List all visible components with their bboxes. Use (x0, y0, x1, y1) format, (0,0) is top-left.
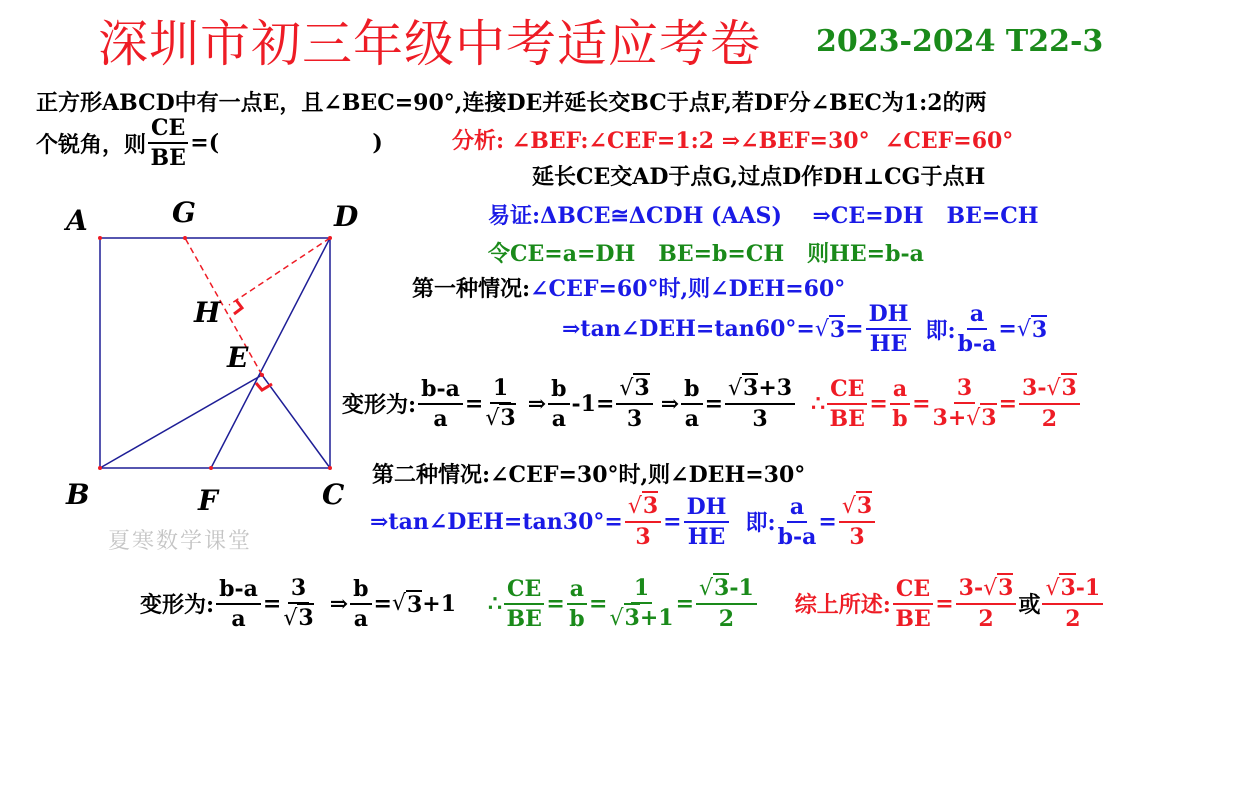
sqrt-icon: √ (699, 576, 714, 601)
frac-den: BE (895, 605, 931, 632)
frac-num: CE (827, 377, 867, 405)
segment-ce (262, 375, 330, 468)
b-over-a (350, 577, 371, 631)
sqrt-icon: √ (283, 606, 298, 632)
frac-num: CE (504, 577, 544, 605)
frac-den: b (892, 405, 908, 432)
frac-den: 2 (1041, 406, 1058, 433)
frac-den: a (231, 605, 246, 632)
therefore-symbol: ∴ (488, 590, 503, 617)
year-tag (816, 24, 1103, 59)
sqrt-value: 3 (1061, 375, 1077, 401)
ji-label: 即: (925, 317, 956, 344)
frac-num: a (890, 377, 910, 405)
implies: ⇒ (660, 390, 680, 417)
plus-one: +1 (422, 590, 457, 617)
a-over-b (890, 377, 910, 431)
frac-den: b-a (777, 523, 817, 550)
watermark: 夏寒数学课堂 (108, 529, 253, 554)
plus-one: +1 (639, 605, 674, 632)
geometry-figure (0, 190, 380, 520)
analysis-label: 分析: (452, 128, 505, 154)
one-over-sqrt3 (485, 376, 515, 431)
ce-over-be (504, 577, 544, 631)
ratio-den: BE (150, 145, 186, 172)
right-angle-h-icon (234, 300, 242, 314)
analysis-let: 令CE=a=DH BE=b=CH 则HE=b-a (488, 241, 924, 267)
sqrt-icon: √ (391, 591, 406, 617)
frac-num: b-a (418, 377, 463, 405)
case2-transform-line (140, 576, 1105, 631)
sqrt-value: 3 (743, 375, 759, 401)
ce-over-be (893, 577, 933, 631)
equals: = (998, 390, 1018, 417)
equals: = (589, 590, 608, 617)
frac-den: BE (506, 605, 542, 632)
frac-den: 2 (1065, 606, 1081, 633)
minus-one: -1 (729, 575, 754, 601)
frac-num: CE (893, 577, 933, 605)
label-e: E (227, 341, 249, 374)
equals: = (998, 316, 1017, 343)
frac-den (485, 404, 515, 431)
frac-num: b (350, 577, 371, 605)
frac-num: 3 (954, 376, 975, 404)
transform-label: 变形为: (342, 392, 417, 419)
ce-over-be (827, 377, 867, 431)
minus-one: -1 (1075, 575, 1101, 601)
frac-den: 3 (635, 524, 651, 551)
label-f: F (198, 484, 218, 517)
result1-fraction (1019, 376, 1080, 431)
frac-num (725, 376, 795, 405)
square-abcd (100, 238, 330, 468)
sqrt-value: 3 (624, 605, 640, 632)
one-over-sqrt3-plus1 (609, 576, 673, 631)
case1-heading-prefix: 第一种情况: (412, 276, 531, 302)
vertex-dot (209, 466, 213, 470)
sqrt-value: 3 (642, 493, 659, 519)
transform-label: 变形为: (140, 592, 215, 619)
vertex-dot (98, 466, 102, 470)
frac-den: 3 (849, 524, 865, 551)
implies: ⇒ (527, 390, 547, 417)
sqrt-icon: √ (609, 606, 624, 632)
summary-label: 综上所述: (794, 592, 891, 619)
sqrt-icon: √ (728, 376, 743, 401)
sqrt-icon: √ (814, 316, 829, 342)
a-over-b-minus-a (958, 302, 997, 356)
label-b: B (66, 478, 90, 511)
frac-den: 2 (718, 606, 735, 633)
sqrt-value: 3 (1031, 317, 1048, 344)
dh-he-fraction (684, 495, 730, 549)
sqrt-icon: √ (983, 576, 998, 601)
frac-den: HE (687, 523, 726, 550)
frac-den: 3 (752, 406, 768, 433)
case1-tan-prefix: ⇒tan∠DEH=tan60°= (562, 316, 815, 343)
equals: = (845, 316, 864, 343)
vertex-dot (183, 236, 187, 240)
label-c: C (322, 478, 345, 511)
sqrt3-over-3 (625, 494, 661, 549)
frac-den (609, 604, 673, 631)
case2-tan-line (370, 494, 877, 549)
sqrt-icon: √ (627, 494, 642, 519)
sqrt-value: 3 (406, 591, 423, 618)
frac-den (933, 404, 997, 431)
three-minus: 3- (958, 575, 984, 601)
vertex-dot (328, 236, 332, 240)
analysis-proof: 易证:ΔBCE≅ΔCDH (AAS) ⇒CE=DH BE=CH (488, 203, 1039, 229)
case1-heading-cond: ∠CEF=60°时,则∠DEH=60° (530, 276, 846, 302)
frac-num (1042, 576, 1103, 605)
frac-num: 3 (288, 576, 309, 604)
case1-transform-line (342, 376, 1082, 431)
problem-line-2 (36, 116, 383, 170)
frac-den: b (569, 605, 585, 632)
page-title: 深圳市初三年级中考适应考卷 (98, 15, 761, 73)
segment-dh-dashed (229, 238, 330, 305)
equals: = (546, 590, 565, 617)
sqrt-value: 3 (500, 405, 516, 432)
segment-be (100, 375, 262, 468)
frac-num: 1 (631, 576, 652, 604)
sqrt-value: 3 (1060, 575, 1076, 601)
sqrt-icon: √ (1016, 316, 1031, 342)
equals: = (869, 390, 888, 417)
frac-den: a (433, 405, 448, 432)
label-d: D (334, 200, 359, 233)
answer-blank: =( ) (190, 130, 383, 157)
ratio-num: CE (148, 116, 188, 144)
frac-num (956, 576, 1017, 605)
ratio-fraction (148, 116, 188, 170)
equals: = (818, 508, 837, 535)
right-angle-e-icon (256, 383, 272, 390)
frac-num: b (548, 377, 569, 405)
sqrt-icon: √ (619, 376, 634, 401)
implies: ⇒ (329, 590, 349, 617)
equals: = (935, 590, 954, 617)
minus-one: -1= (571, 390, 615, 417)
three-minus: 3- (1022, 375, 1047, 401)
vertex-dot (260, 373, 264, 377)
or-word: 或 (1018, 592, 1041, 619)
sqrt3-over-3 (839, 494, 875, 549)
a-over-b (567, 577, 587, 631)
summary-result1 (956, 576, 1017, 631)
equals: = (704, 390, 723, 417)
problem-line-1: 正方形ABCD中有一点E，且∠BEC=90°,连接DE并延长交BC于点F,若DF分∠BEC为1:2的两 (36, 90, 987, 116)
case1-heading (412, 272, 845, 303)
frac-den: a (684, 405, 699, 432)
three-plus: 3+ (932, 405, 967, 432)
frac-den: BE (829, 405, 865, 432)
frac-den: HE (869, 331, 908, 358)
frac-num: b (681, 377, 702, 405)
frac-den (283, 604, 313, 631)
frac-den: a (353, 605, 368, 632)
b-over-a (681, 377, 702, 431)
equals: = (912, 390, 931, 417)
b-minus-a-over-a (418, 377, 463, 431)
three-over-sqrt3 (283, 576, 313, 631)
sqrt-value: 3 (714, 575, 730, 601)
sqrt-value: 3 (298, 605, 314, 632)
equals: = (373, 590, 392, 617)
frac-num (1019, 376, 1080, 405)
sqrt-icon: √ (485, 406, 500, 432)
sqrt-icon: √ (841, 494, 856, 519)
equals: = (262, 590, 282, 617)
sqrt3-over-3 (616, 376, 652, 431)
b-over-a (548, 377, 569, 431)
case2-heading: 第二种情况:∠CEF=30°时,则∠DEH=30° (372, 462, 806, 488)
label-h: H (194, 296, 221, 329)
label-g: G (172, 196, 196, 229)
frac-num (839, 494, 875, 523)
equals: = (675, 590, 694, 617)
frac-num (696, 576, 757, 605)
frac-den: 3 (626, 406, 643, 433)
summary-result2 (1042, 576, 1103, 631)
analysis-angles-text: ∠BEF:∠CEF=1:2 ⇒∠BEF=30° ∠CEF=60° (511, 128, 1014, 154)
frac-num: 1 (490, 376, 511, 404)
equals: = (663, 508, 682, 535)
sqrt-value: 3 (998, 575, 1014, 601)
case1-tan-line (562, 302, 1047, 356)
sqrt-value: 3 (634, 375, 650, 401)
frac-num: a (567, 577, 587, 605)
problem-prefix: 个锐角，则 (36, 131, 147, 158)
frac-den: a (551, 405, 566, 432)
sqrt-value: 3 (856, 493, 873, 519)
three-over-3-plus-sqrt3 (933, 376, 997, 431)
vertex-dot (328, 466, 332, 470)
frac-num: b-a (216, 577, 261, 605)
frac-num (625, 494, 661, 523)
sqrt-icon: √ (1045, 576, 1060, 601)
plus-three: +3 (758, 375, 793, 401)
frac-num: DH (684, 495, 730, 523)
sqrt-icon: √ (966, 406, 981, 432)
year-tag-text: 2023-2024 T22-3 (816, 24, 1104, 59)
frac-num: a (787, 495, 807, 523)
ji-label: 即: (745, 510, 776, 537)
therefore-symbol: ∴ (811, 390, 826, 417)
sqrt3-plus3-over-3 (725, 376, 795, 431)
analysis-construction: 延长CE交AD于点G,过点D作DH⊥CG于点H (532, 164, 986, 190)
sqrt-value: 3 (981, 405, 997, 432)
b-minus-a-over-a (216, 577, 261, 631)
frac-den: 2 (978, 606, 994, 633)
equals: = (464, 390, 484, 417)
dh-he-fraction (866, 302, 912, 356)
sqrt-value: 3 (829, 317, 846, 344)
frac-num (616, 376, 652, 405)
analysis-angles (452, 124, 1013, 155)
frac-num: a (967, 302, 987, 330)
label-a: A (66, 204, 88, 237)
frac-num: DH (866, 302, 912, 330)
result2-fraction (696, 576, 757, 631)
case2-tan-prefix: ⇒tan∠DEH=tan30°= (370, 508, 623, 535)
vertex-dot (98, 236, 102, 240)
frac-den: b-a (957, 331, 997, 358)
a-over-b-minus-a (778, 495, 817, 549)
sqrt-icon: √ (1046, 376, 1061, 401)
